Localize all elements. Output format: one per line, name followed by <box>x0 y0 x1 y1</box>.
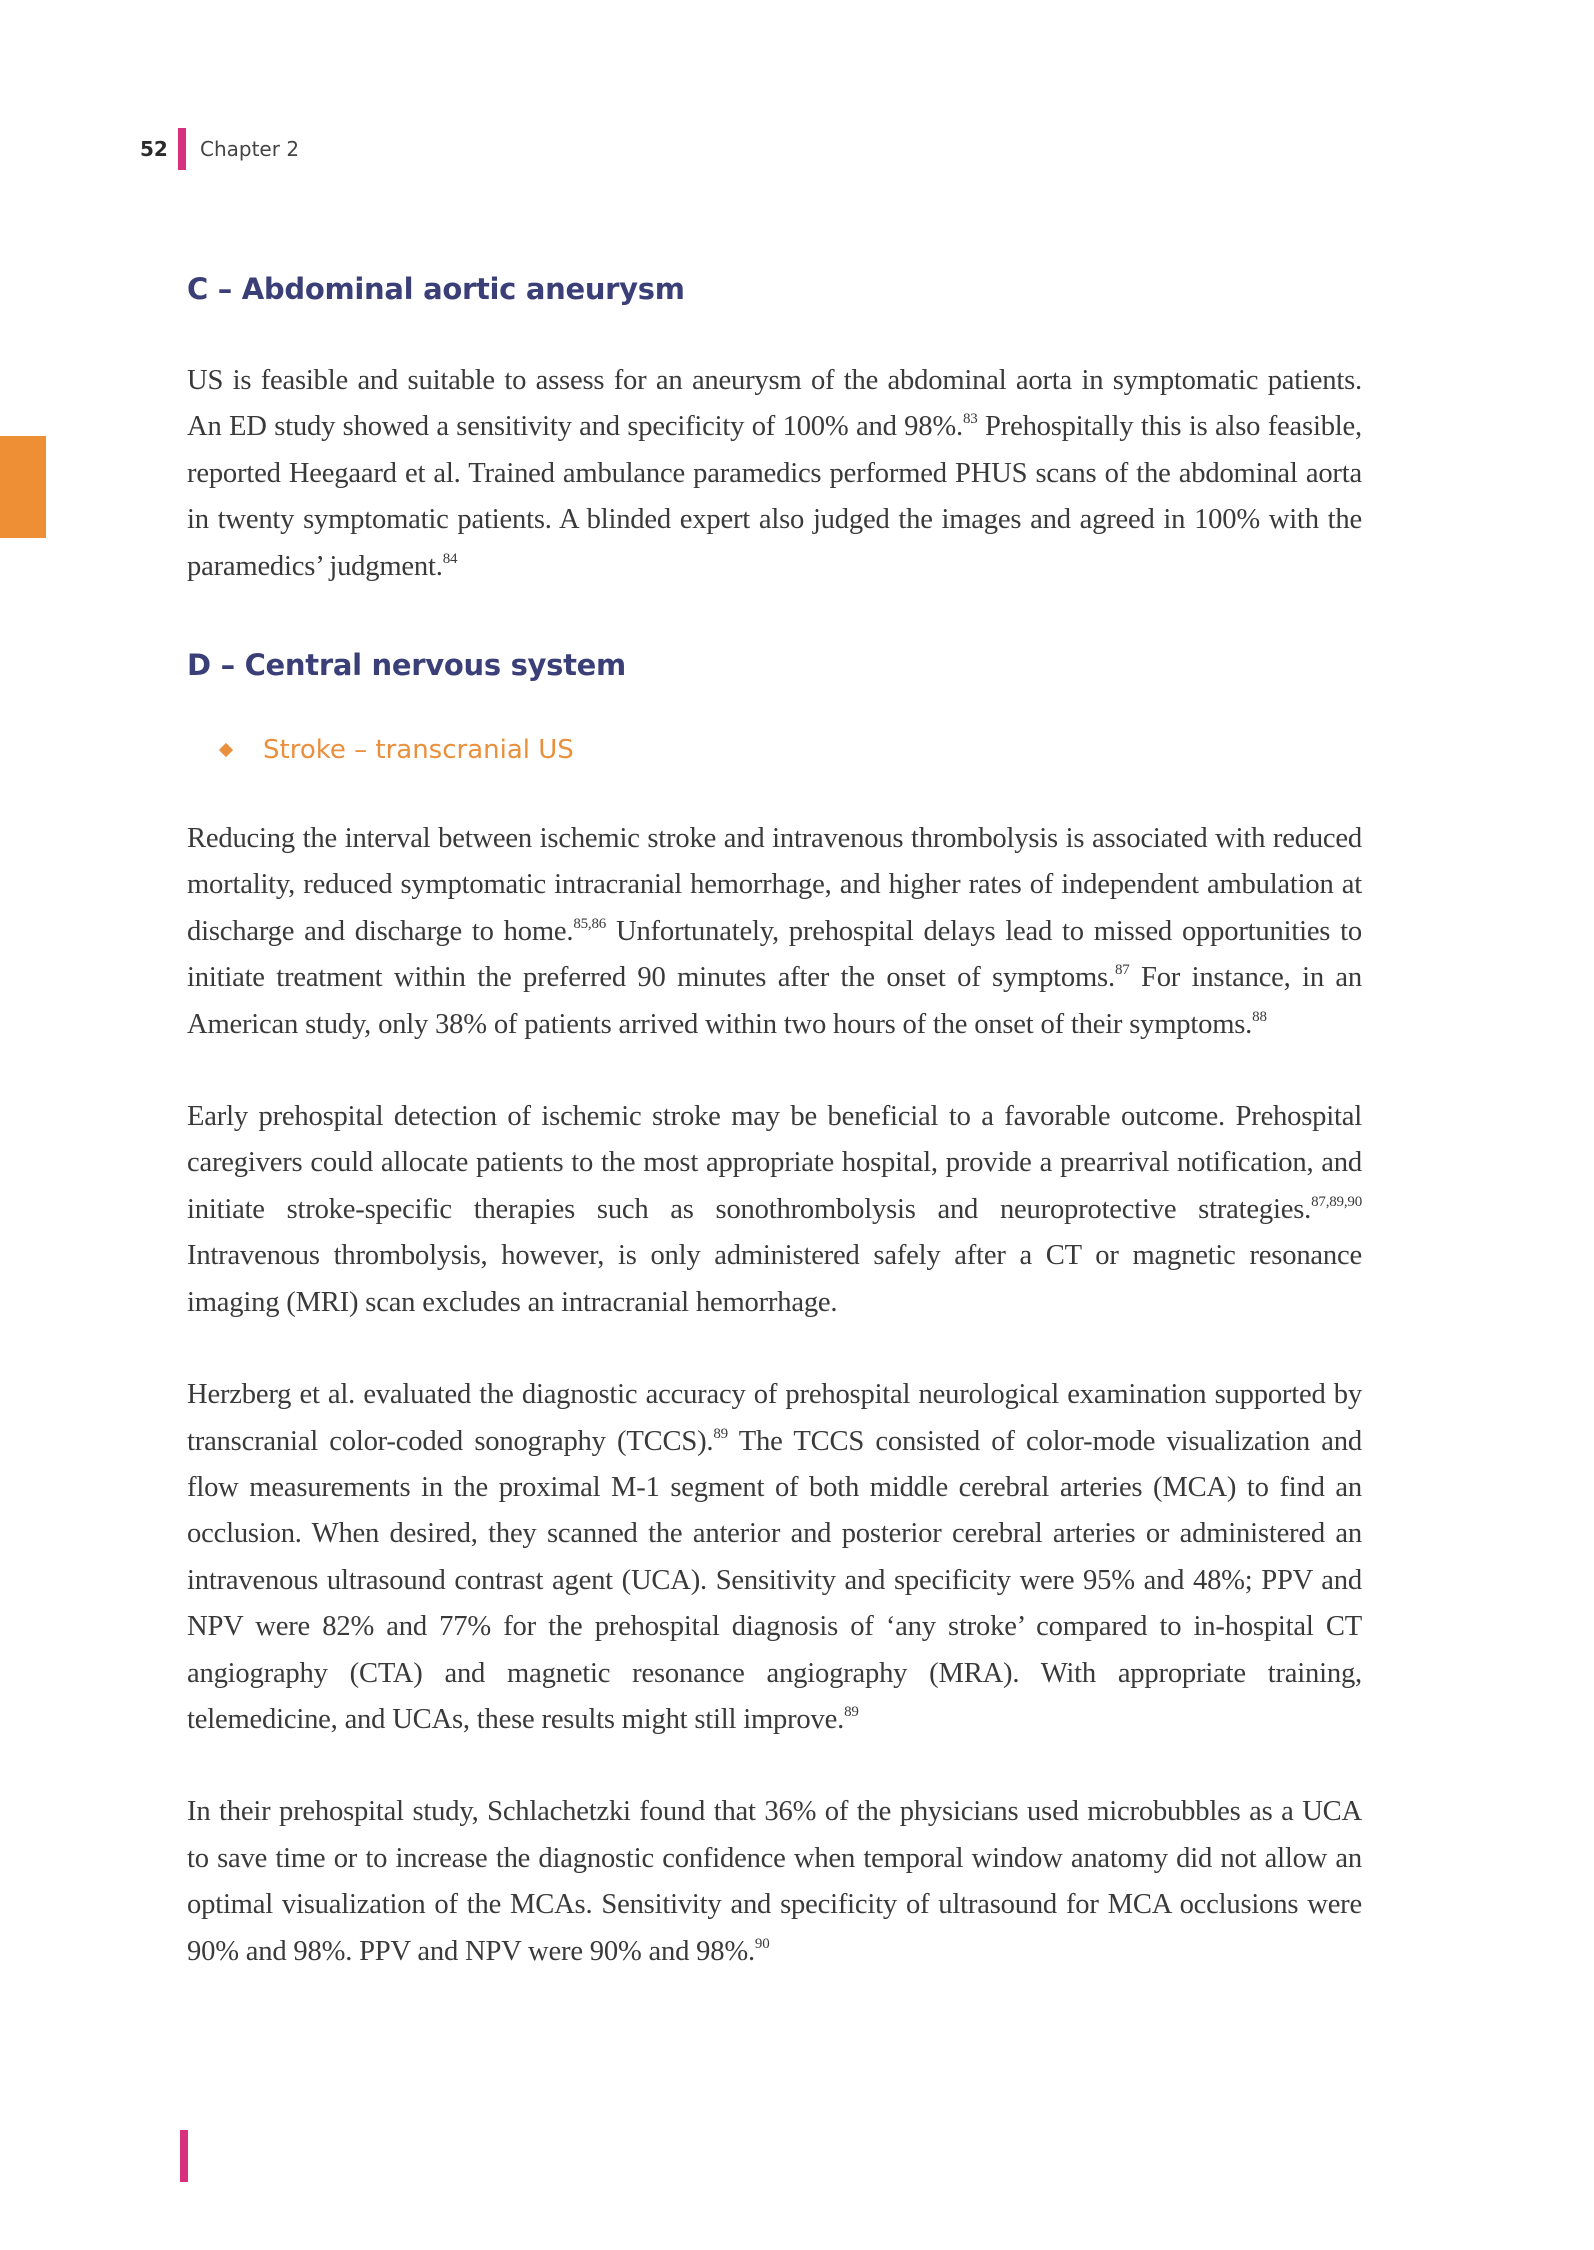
paragraph: Reducing the interval between ischemic stroke and intravenous thrombolysis is associated with reduced mortality, reduced symptomatic intracranial hemorrhage, and higher rates of independent ambulation at discharge and discharge to home.$^{85,86}$ Unfortunately, prehospital delays lead to missed opportunities to initiate treatment within the preferred 90 minutes after the onset of symptoms.$^{87}$ For instance, in an American study, only 38% of patients arrived within two hours of the onset of their symptoms.$^{88}$ <box>187 823 1362 1040</box>
paragraph: Herzberg et al. evaluated the diagnostic accuracy of prehospital neurological examination supported by transcranial color-coded sonography (TCCS).$^{89}$ The TCCS consisted of color-mode visualization and flow measurements in the proximal M-1 segment of both middle cerebral arteries (MCA) to find an occlusion. When desired, they scanned the anterior and posterior cerebral arteries or administered an intravenous ultrasound contrast agent (UCA). Sensitivity and specificity were 95% and 48%; PPV and NPV were 82% and 77% for the prehospital diagnosis of ‘any stroke’ compared to in-hospital CT angiography (CTA) and magnetic resonance angiography (MRA). With appropriate training, telemedicine, and UCAs, these results might still improve.$^{89}$ <box>187 1379 1362 1735</box>
chapter-label: Chapter 2 <box>200 137 300 161</box>
paragraph: In their prehospital study, Schlachetzki found that 36% of the physicians used microbubbles as a UCA to save time or to increase the diagnostic confidence when temporal window anatomy did not allow an optimal visualization of the MCAs. Sensitivity and specificity of ultrasound for MCA occlusions were 90% and 98%. PPV and NPV were 90% and 98%.$^{90}$ <box>187 1796 1362 1967</box>
header-accent-bar <box>178 128 186 170</box>
paragraph: US is feasible and suitable to assess for an aneurysm of the abdominal aorta in symptomatic patients. An ED study showed a sensitivity and specificity of 100% and 98%.$^{83}$ Prehospitally this is also feasible, reported Heegaard et al. Trained ambulance paramedics performed PHUS scans of the abdominal aorta in twenty symptomatic patients. A blinded expert also judged the images and agreed in 100% with the paramedics’ judgment.$^{84}$ <box>187 365 1362 582</box>
section-heading-c: C – Abdominal aortic aneurysm <box>187 272 685 306</box>
page-body <box>187 260 1362 1975</box>
page-header <box>140 128 299 170</box>
footer-accent-bar <box>180 2130 188 2182</box>
page-number: 52 <box>140 137 168 161</box>
subheading-stroke: Stroke – transcranial US <box>221 730 1362 770</box>
paragraph: Early prehospital detection of ischemic stroke may be beneficial to a favorable outcome. Prehospital caregivers could allocate patients to the most appropriate hospital, provide a prearrival notification, and initiate stroke-specific therapies such as sonothrombolysis and neuroprotective strategies.$^{87,89,90}$ Intravenous thrombolysis, however, is only administered safely after a CT or magnetic resonance imaging (MRI) scan excludes an intracranial hemorrhage. <box>187 1101 1362 1318</box>
chapter-side-tab <box>0 436 46 538</box>
section-heading-d: D – Central nervous system <box>187 648 626 683</box>
bullet-diamond-icon <box>219 743 233 757</box>
